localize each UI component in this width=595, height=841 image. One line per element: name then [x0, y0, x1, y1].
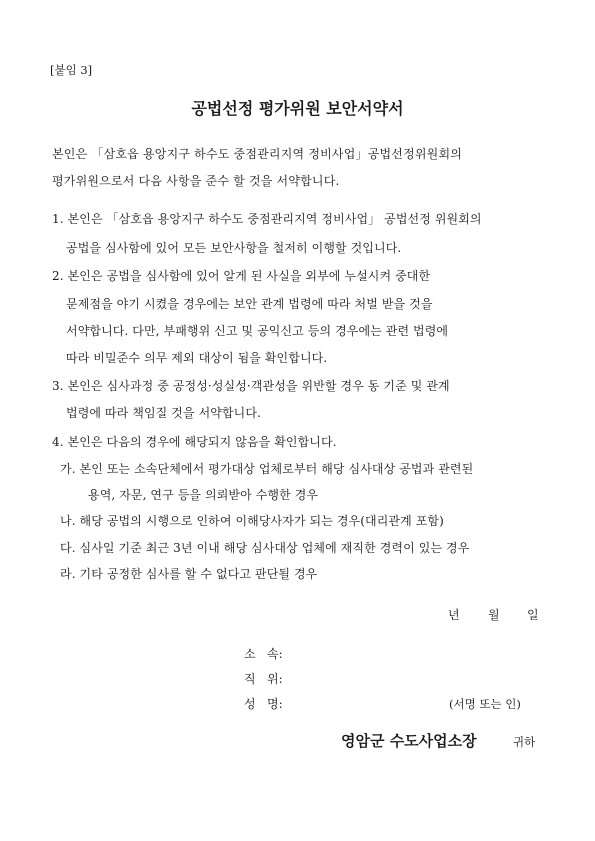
date-month: 월	[488, 608, 500, 622]
affiliation-label: 소 속:	[244, 647, 283, 661]
attachment-label: [붙임 3]	[50, 63, 93, 77]
subitem-ra: 라. 기타 공정한 심사를 할 수 없다고 판단될 경우	[60, 567, 318, 581]
date-day: 일	[527, 608, 539, 622]
pledge-item-2-line-3: 서약합니다. 다만, 부패행위 신고 및 공익신고 등의 경우에는 관련 법령에	[66, 324, 449, 338]
pledge-item-1-line-2: 공법을 심사함에 있어 모든 보안사항을 철저히 이행할 것입니다.	[66, 241, 402, 255]
honorific: 귀하	[513, 735, 536, 749]
pledge-item-4-line-1: 4. 본인은 다음의 경우에 해당되지 않음을 확인합니다.	[52, 435, 337, 449]
document-title: 공법선정 평가위원 보안서약서	[191, 99, 404, 118]
position-label: 직 위:	[244, 672, 283, 686]
subitem-ga-line-2: 용역, 자문, 연구 등을 의뢰받아 수행한 경우	[88, 488, 319, 502]
intro-line-1: 본인은 「삼호읍 용앙지구 하수도 중점관리지역 정비사업」공법선정위원회의	[52, 147, 463, 161]
signature-note: (서명 또는 인)	[449, 697, 521, 711]
pledge-item-3-line-2: 법령에 따라 책임질 것을 서약합니다.	[66, 406, 261, 420]
date-year: 년	[448, 608, 460, 622]
pledge-item-1-line-1: 1. 본인은 「삼호읍 용앙지구 하수도 중점관리지역 정비사업」 공법선정 위원회의	[52, 212, 482, 226]
subitem-da: 다. 심사일 기준 최근 3년 이내 해당 심사대상 업체에 재직한 경력이 있는 경우	[60, 541, 470, 555]
pledge-item-3-line-1: 3. 본인은 심사과정 중 공정성·성실성·객관성을 위반할 경우 동 기준 및 관계	[52, 379, 450, 393]
intro-line-2: 평가위원으로서 다음 사항을 준수 할 것을 서약합니다.	[52, 174, 340, 188]
addressee: 영암군 수도사업소장	[341, 732, 477, 750]
pledge-item-2-line-4: 따라 비밀준수 의무 제외 대상이 됨을 확인합니다.	[66, 351, 328, 365]
name-label: 성 명:	[244, 697, 283, 711]
pledge-item-2-line-2: 문제점을 야기 시켰을 경우에는 보안 관계 법령에 따라 처벌 받을 것을	[66, 297, 433, 311]
pledge-item-2-line-1: 2. 본인은 공법을 심사함에 있어 알게 된 사실을 외부에 누설시켜 중대한	[52, 269, 431, 283]
subitem-na: 나. 해당 공법의 시행으로 인하여 이해당사자가 되는 경우(대리관계 포함)	[60, 514, 444, 528]
subitem-ga-line-1: 가. 본인 또는 소속단체에서 평가대상 업체로부터 해당 심사대상 공법과 관련된	[60, 462, 474, 476]
